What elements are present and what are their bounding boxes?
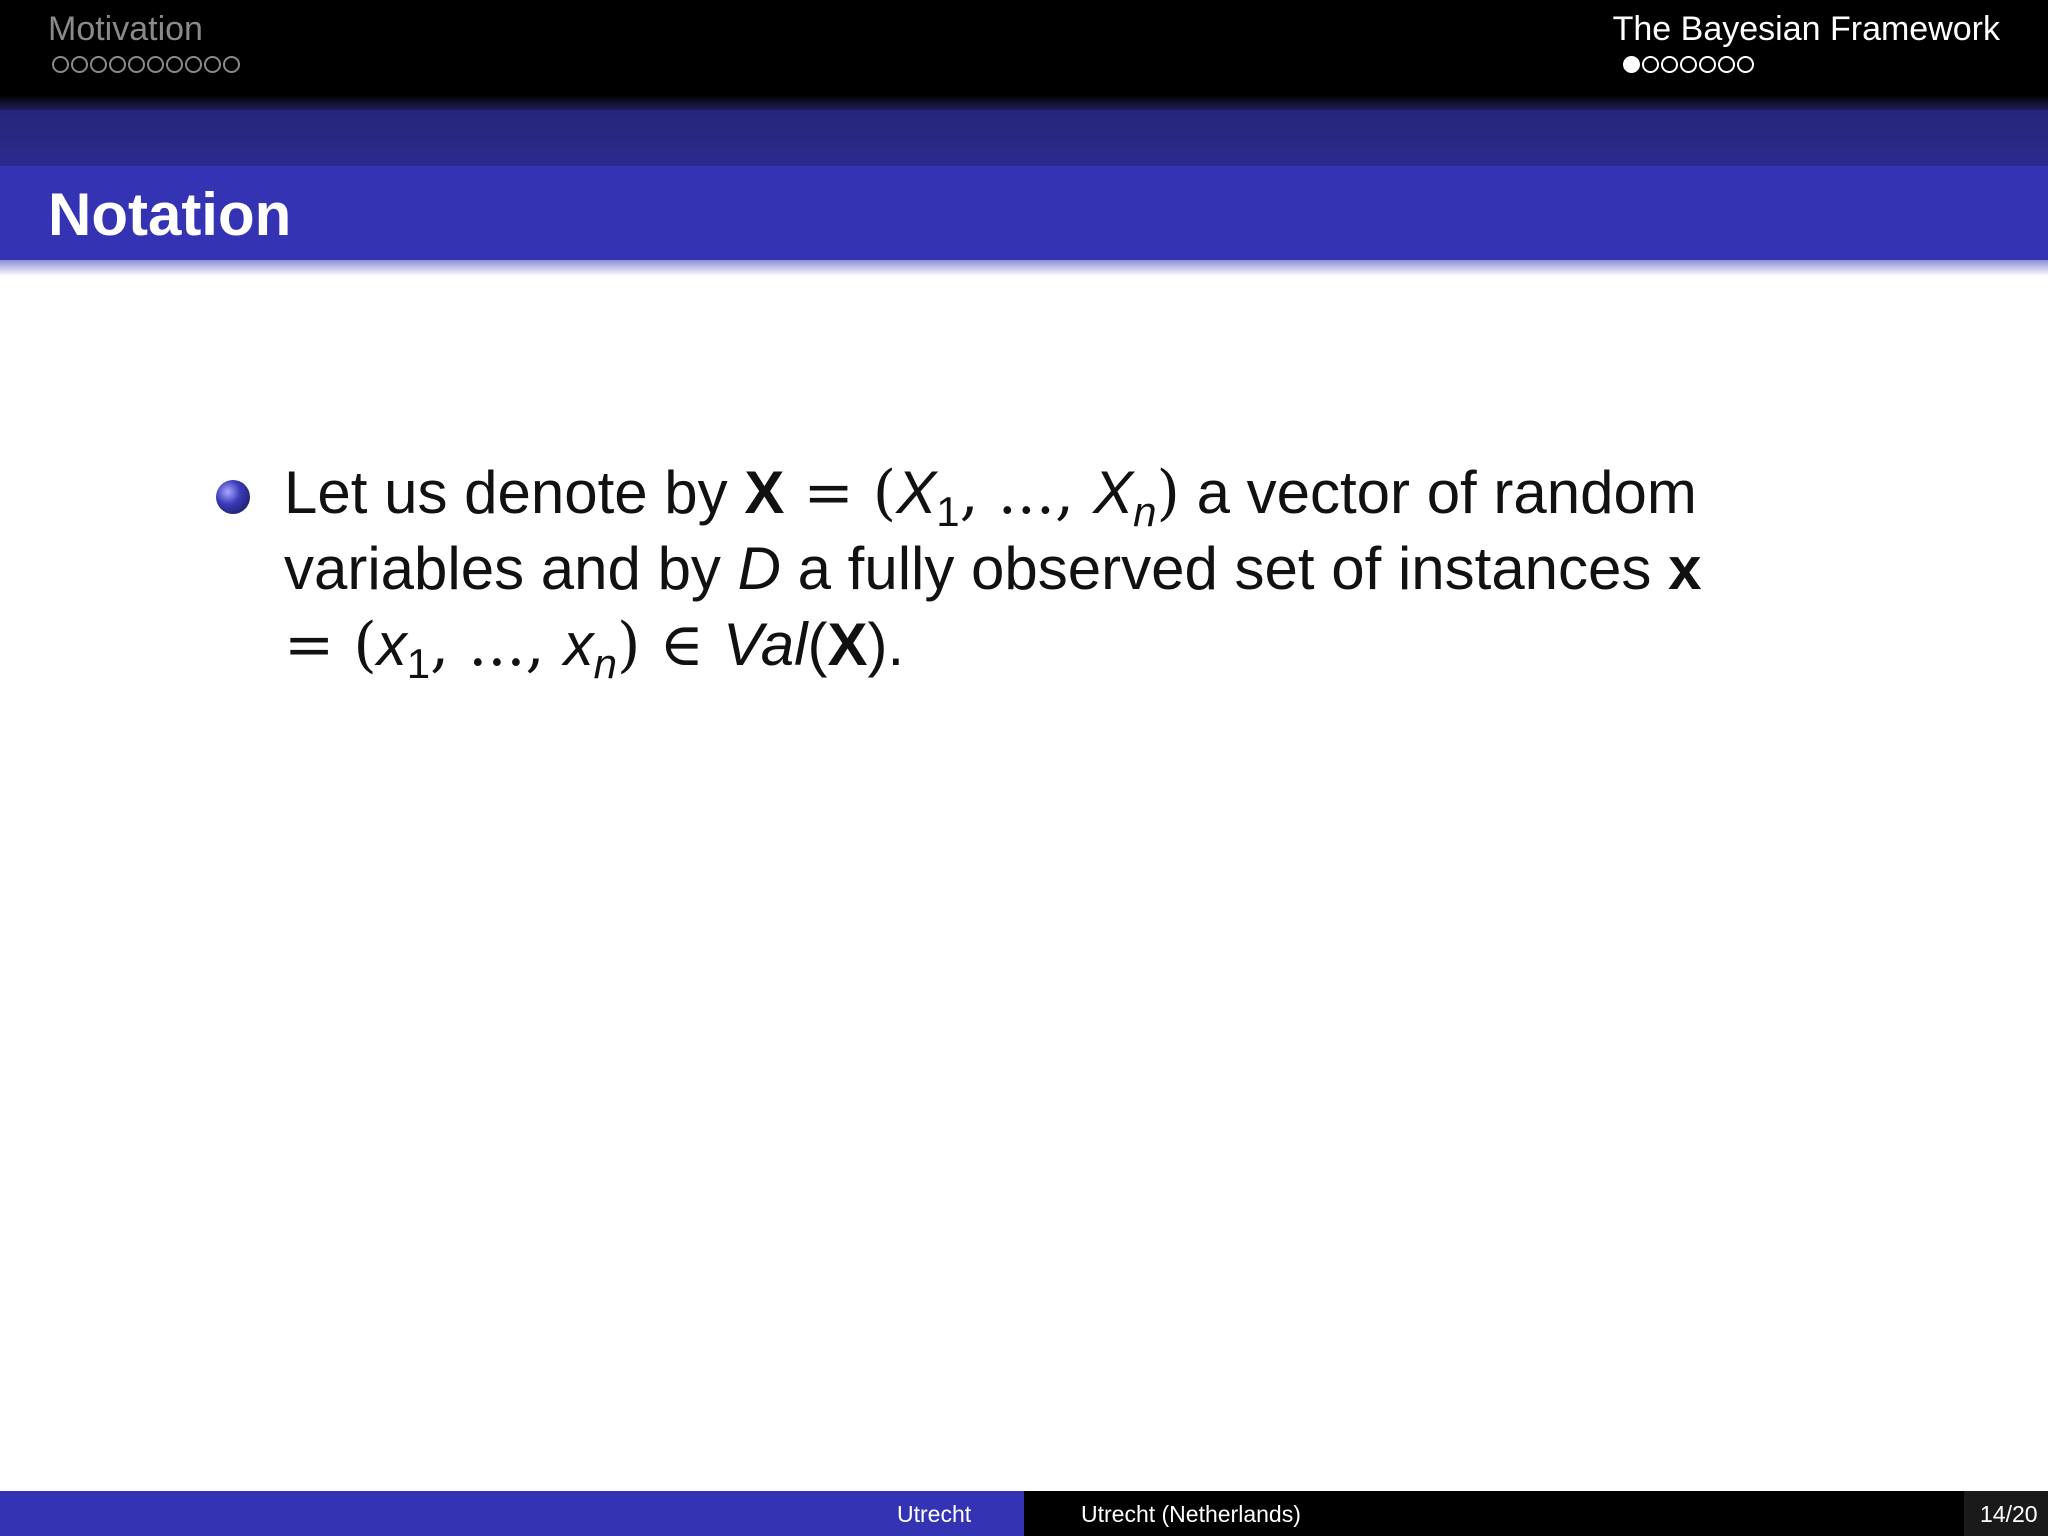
math-element-of: ) ∈ — [617, 610, 723, 680]
math-subscript: 1 — [936, 488, 960, 535]
math-paren: ) — [1156, 458, 1180, 528]
nav-frame-dot[interactable] — [204, 56, 221, 73]
footer-page-box — [1964, 1491, 2048, 1536]
footer-institute: Utrecht — [897, 1501, 972, 1527]
nav-frame-dot[interactable] — [90, 56, 107, 73]
math-ellipsis: , ..., — [959, 458, 1094, 528]
math-equals: = ( — [784, 458, 897, 528]
math-x1: x — [376, 611, 407, 678]
footer-location-box — [1024, 1491, 1964, 1536]
footer-bar — [0, 1491, 2048, 1536]
frame-title-shadow — [0, 260, 2048, 276]
nav-frame-dot[interactable] — [1699, 56, 1716, 73]
math-ellipsis: , ..., — [430, 610, 564, 680]
header-band — [0, 110, 2048, 166]
nav-dots-bayesian-framework — [1623, 56, 1754, 73]
math-paren: ( — [807, 611, 828, 678]
math-X1: X — [896, 459, 937, 526]
page-number: 14/20 — [1980, 1501, 2038, 1527]
nav-dots-motivation — [52, 56, 240, 73]
text: ). — [867, 611, 905, 678]
math-equals: = ( — [284, 610, 377, 680]
nav-frame-dot[interactable] — [166, 56, 183, 73]
footer-institute-box — [0, 1491, 1024, 1536]
math-val: Val — [722, 611, 808, 678]
math-subscript: n — [593, 640, 617, 687]
nav-frame-dot[interactable] — [1661, 56, 1678, 73]
text: a vector of random variables and by — [284, 459, 1697, 602]
nav-frame-dot[interactable] — [1718, 56, 1735, 73]
text: Let us denote by — [284, 459, 745, 526]
slide-title: Notation — [48, 181, 292, 248]
nav-frame-dot[interactable] — [147, 56, 164, 73]
nav-frame-dot[interactable] — [1737, 56, 1754, 73]
math-xn: x — [563, 611, 594, 678]
text: a fully observed set of instances — [780, 535, 1669, 602]
nav-frame-dot[interactable] — [223, 56, 240, 73]
nav-section-bayesian-framework[interactable]: The Bayesian Framework — [1612, 10, 2000, 48]
nav-section-motivation[interactable]: Motivation — [48, 10, 203, 48]
math-vector-X: X — [827, 611, 868, 678]
nav-frame-dot[interactable] — [128, 56, 145, 73]
slide-content — [216, 455, 1766, 687]
bullet-item-notation — [284, 455, 1766, 687]
math-D: D — [737, 535, 781, 602]
math-subscript: 1 — [406, 640, 431, 687]
nav-frame-dot[interactable] — [71, 56, 88, 73]
nav-frame-dot[interactable] — [1623, 56, 1640, 73]
math-subscript: n — [1133, 488, 1157, 535]
nav-frame-dot[interactable] — [1642, 56, 1659, 73]
nav-frame-dot[interactable] — [1680, 56, 1697, 73]
footer-location: Utrecht (Netherlands) — [1081, 1501, 1301, 1527]
navigation-header — [0, 0, 2048, 110]
frame-title-bar — [0, 166, 2048, 260]
math-vector-x: x — [1668, 535, 1702, 602]
nav-frame-dot[interactable] — [185, 56, 202, 73]
nav-frame-dot[interactable] — [109, 56, 126, 73]
bullet-ball-icon — [216, 480, 250, 514]
math-Xn: X — [1093, 459, 1134, 526]
math-vector-X: X — [744, 459, 785, 526]
nav-frame-dot[interactable] — [52, 56, 69, 73]
